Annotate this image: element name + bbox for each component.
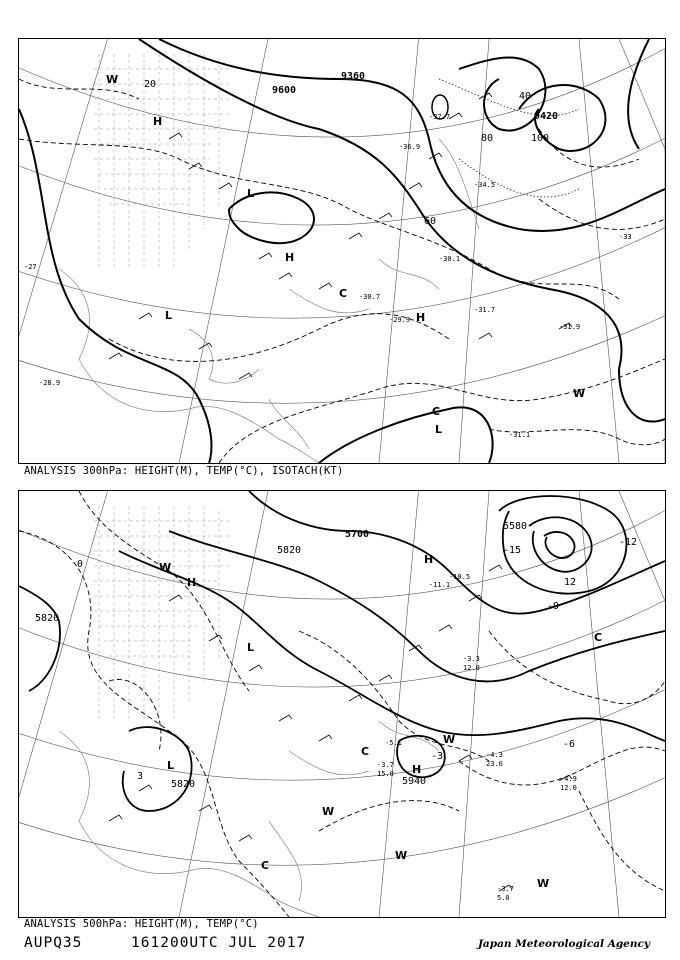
station-value: -3.3 [463,655,480,663]
station-value: 23.0 [486,760,503,768]
temp-label: -27 [24,263,37,271]
system-symbol: C [339,287,348,300]
isotach-label: 40 [519,91,532,102]
station-value: 12.0 [463,664,480,672]
chart-300hpa-caption: ANALYSIS 300hPa: HEIGHT(M), TEMP(°C), ISOTACH(KT) [24,465,344,477]
isotherm-label: -6 [563,739,576,750]
chart-300hpa [18,38,666,464]
chart-300hpa-map [19,39,665,463]
temp-label: -30.7 [359,293,381,301]
system-symbol: L [247,187,255,200]
height-label: 5700 [345,529,370,540]
isotherm-label: -3 [431,751,444,762]
chart-500hpa [18,490,666,918]
isotach-label: 100 [531,133,550,144]
height-label: 5820 [35,613,60,624]
system-symbol: H [187,576,197,589]
temp-label: -31.9 [559,323,581,331]
chart-code-and-datetime [24,935,306,951]
system-symbol: H [424,553,434,566]
station-value: -4.3 [486,751,503,759]
temp-label: -30.1 [439,255,461,263]
chart-code: AUPQ35 [24,935,83,951]
isotherm-label: -12 [619,537,638,548]
system-symbol: W [573,387,586,400]
height-label: 9420 [534,111,559,122]
system-symbol: L [165,309,173,322]
chart-500hpa-map [19,491,665,917]
system-symbol: W [395,849,408,862]
isotach-label: 20 [144,79,157,90]
temp-label: -31.1 [509,431,531,439]
isotherm-label: -15 [503,545,522,556]
system-symbol: H [285,251,295,264]
height-label: 5820 [277,545,302,556]
station-value: -11.1 [429,581,451,589]
station-value: -3.7 [497,885,514,893]
system-symbol: W [537,877,550,890]
height-label: 9360 [341,71,366,82]
station-value: 12.0 [560,784,577,792]
system-symbol: C [594,631,603,644]
isotherm-label: 3 [137,771,144,782]
system-symbol: C [261,859,270,872]
system-symbol: L [435,423,443,436]
temp-label: -31.7 [474,306,496,314]
temp-label: -37.7 [429,113,451,121]
agency-name: Japan Meteorological Agency [477,938,650,950]
chart-500hpa-caption: ANALYSIS 500hPa: HEIGHT(M), TEMP(°C) [24,918,259,930]
temp-label: -28.9 [39,379,61,387]
temp-label: -34.5 [474,181,496,189]
height-label: 9600 [272,85,297,96]
station-value: -3.7 [377,761,394,769]
isotherm-label: -9 [547,601,560,612]
height-label: 5580 [503,521,528,532]
temp-label: -33 [619,233,632,241]
station-value: -4.9 [560,775,577,783]
height-label: 5940 [402,776,427,787]
system-symbol: W [322,805,335,818]
system-symbol: W [159,561,172,574]
system-symbol: C [432,405,441,418]
system-symbol: H [416,311,426,324]
height-label: 5820 [171,779,196,790]
system-symbol: H [412,763,422,776]
system-symbol: H [153,115,163,128]
isotach-label: 60 [424,216,437,227]
isotherm-label: 0 [77,559,84,570]
isotherm-label: 12 [564,577,577,588]
temp-label: -29.9 [389,316,411,324]
system-symbol: L [167,759,175,772]
chart-datetime: 161200UTC JUL 2017 [131,935,307,951]
temp-label: -36.9 [399,143,421,151]
station-value: 5.0 [497,894,510,902]
station-value: 15.0 [377,770,394,778]
system-symbol: W [106,73,119,86]
system-symbol: W [443,733,456,746]
station-value: -10.5 [449,573,471,581]
isotach-label: 80 [481,133,494,144]
system-symbol: L [247,641,255,654]
station-value: -5.1 [385,739,402,747]
system-symbol: C [361,745,370,758]
